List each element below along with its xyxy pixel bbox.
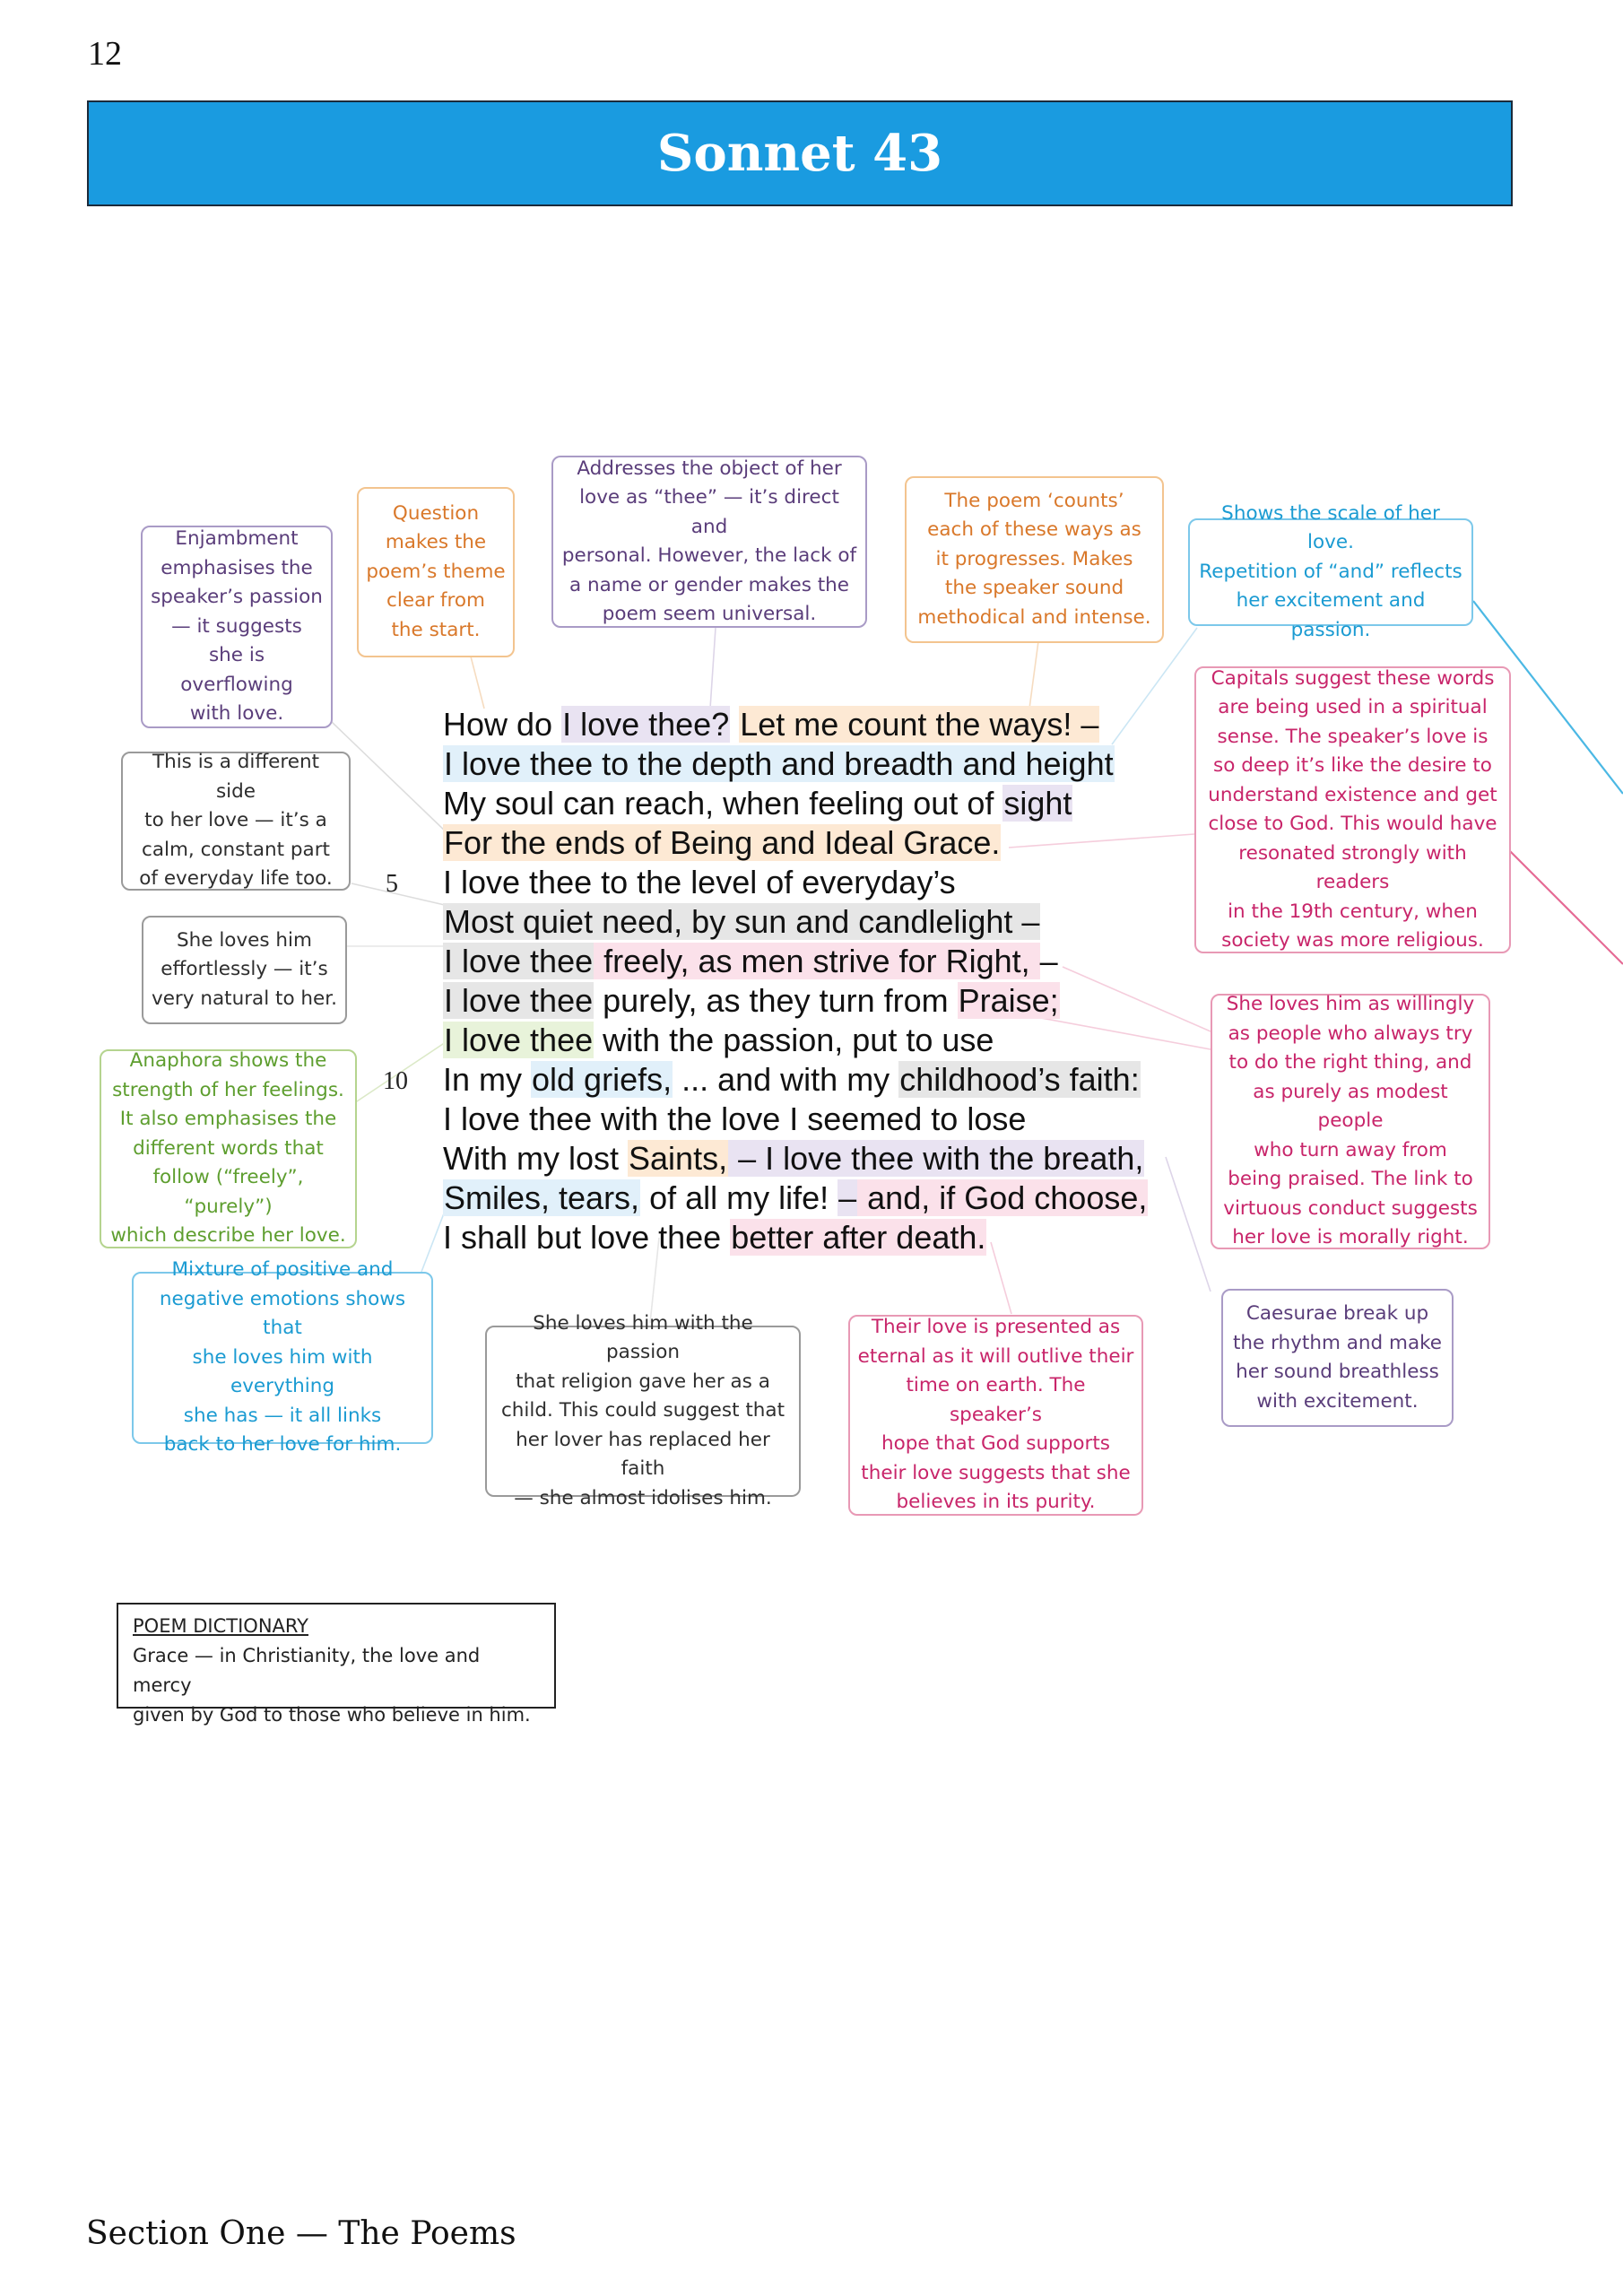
poem-line xyxy=(443,744,1115,784)
highlighted-phrase: childhood’s faith: xyxy=(899,1061,1140,1098)
highlighted-phrase: Saints, xyxy=(629,1140,728,1177)
dictionary-title: POEM DICTIONARY xyxy=(133,1615,308,1637)
poem-line xyxy=(443,784,1072,823)
poem-line xyxy=(443,1178,1148,1218)
highlighted-phrase: freely, as men strive for Right, xyxy=(595,943,1039,979)
poem-text-segment: I love thee to the level of everyday’s xyxy=(443,864,956,900)
annotation-different-side: This is a different side to her love — it’s a calm, constant part of everyday life too. xyxy=(121,752,351,891)
highlighted-phrase: – I love thee with the breath, xyxy=(729,1140,1144,1177)
annotation-effortlessly: She loves him effortlessly — it’s very natural to her. xyxy=(142,916,347,1024)
connector-addresses xyxy=(710,628,716,709)
poem-text-segment: purely, as they turn from xyxy=(594,982,958,1019)
highlighted-phrase: Praise; xyxy=(958,982,1059,1019)
highlighted-phrase: I love thee xyxy=(444,943,594,979)
poem-text-segment: ... and with my xyxy=(673,1061,899,1098)
poem-line xyxy=(443,1218,986,1257)
poem-line xyxy=(443,1060,1141,1100)
poem-dictionary xyxy=(117,1603,556,1726)
connector-capitals-edge xyxy=(1506,848,1623,964)
highlighted-phrase: I love thee to the depth and breadth and height xyxy=(444,745,1114,782)
poem-text-segment: with the passion, put to use xyxy=(594,1022,994,1058)
highlighted-phrase: For the ends of Being and Ideal Grace. xyxy=(444,824,1001,861)
page-number: 12 xyxy=(88,35,122,73)
highlighted-phrase: old griefs, xyxy=(532,1061,673,1098)
line-number: 10 xyxy=(383,1067,408,1095)
highlighted-phrase: Let me count the ways! – xyxy=(740,706,1099,743)
connector-question xyxy=(471,657,484,709)
annotation-passion-religion: She loves him with the passion that religion gave her as a child. This could suggest that her lover has replaced her faith — she almost idolises him. xyxy=(485,1326,801,1497)
annotation-capitals: Capitals suggest these words are being used in a spiritual sense. The speaker’s love is so deep it’s like the desire to understand existence and get close to God. This would have resonated strongly with readers in the 19th century, when society was more religious. xyxy=(1194,666,1511,953)
highlighted-phrase: and, if God choose, xyxy=(858,1179,1148,1216)
poem-text-segment: – xyxy=(1039,943,1058,979)
poem-line xyxy=(443,1021,994,1060)
annotation-counts: The poem ‘counts’ each of these ways as it progresses. Makes the speaker sound methodical and intense. xyxy=(905,476,1164,643)
annotation-willingly: She loves him as willingly as people who always try to do the right thing, and as purely as modest people who turn away from being praised. The link to virtuous conduct suggests her love is morally right. xyxy=(1211,994,1490,1249)
annotation-enjambment: Enjambment emphasises the speaker’s passion — it suggests she is overflowing with love. xyxy=(141,526,333,728)
annotation-eternal: Their love is presented as eternal as it will outlive their time on earth. The speaker’s hope that God supports their love suggests that she believes in its purity. xyxy=(848,1315,1143,1516)
annotation-addresses: Addresses the object of her love as “thee” — it’s direct and personal. However, the lack of a name or gender makes the poem seem universal. xyxy=(551,456,867,628)
line-number: 5 xyxy=(386,870,398,898)
connector-scale xyxy=(1112,628,1197,744)
poem-line xyxy=(443,863,956,902)
highlighted-phrase: I love thee xyxy=(444,982,594,1019)
highlighted-phrase: sight xyxy=(1003,785,1072,822)
poem-line xyxy=(443,1100,1026,1139)
highlighted-phrase: I love thee? xyxy=(562,706,730,743)
connector-different-side xyxy=(352,883,448,906)
connector-eternal xyxy=(991,1242,1011,1314)
poem-text-segment: How do xyxy=(443,706,562,743)
highlighted-phrase: Smiles, tears, xyxy=(444,1179,640,1216)
poem-line xyxy=(443,981,1060,1021)
highlighted-phrase: Most quiet need, by sun and candlelight – xyxy=(444,903,1040,940)
highlighted-phrase: better after death. xyxy=(731,1219,986,1256)
poem-line xyxy=(443,942,1058,981)
annotation-caesurae: Caesurae break up the rhythm and make her sound breathless with excitement. xyxy=(1221,1289,1454,1427)
poem-line xyxy=(443,902,1040,942)
connector-capitals xyxy=(1009,834,1194,848)
poem-line xyxy=(443,1139,1144,1178)
poem-text-segment: My soul can reach, when feeling out of xyxy=(443,785,1003,822)
poem-text-segment: of all my life! xyxy=(640,1179,838,1216)
annotation-anaphora: Anaphora shows the strength of her feelings. It also emphasises the different words that follow (“freely”, “purely”) which describe her love. xyxy=(100,1049,357,1248)
highlighted-phrase: I love thee xyxy=(444,1022,594,1058)
dictionary-entry: Grace — in Christianity, the love and mercy given by God to those who believe in him. xyxy=(133,1645,531,1726)
section-footer: Section One — The Poems xyxy=(86,2215,516,2252)
annotation-scale: Shows the scale of her love. Repetition of “and” reflects her excitement and passion. xyxy=(1188,518,1473,626)
poem-text-segment: I love thee with the love I seemed to lose xyxy=(443,1100,1027,1137)
annotation-question: Question makes the poem’s theme clear from the start. xyxy=(357,487,515,657)
highlighted-phrase: – xyxy=(838,1179,857,1216)
poem-text-segment xyxy=(730,706,739,743)
connector-caesurae xyxy=(1166,1157,1211,1292)
connector-counts xyxy=(1029,641,1038,709)
poem-text-segment: With my lost xyxy=(443,1140,629,1177)
poem-text-segment: In my xyxy=(443,1061,532,1098)
connector-willingly-1 xyxy=(1063,967,1211,1031)
poem-line xyxy=(443,823,1001,863)
page-title: Sonnet 43 xyxy=(656,124,943,183)
poem-text-segment: I shall but love thee xyxy=(443,1219,731,1256)
poem-line xyxy=(443,705,1099,744)
annotation-mixture: Mixture of positive and negative emotions shows that she loves him with everything she has — it all links back to her love for him. xyxy=(132,1272,433,1444)
